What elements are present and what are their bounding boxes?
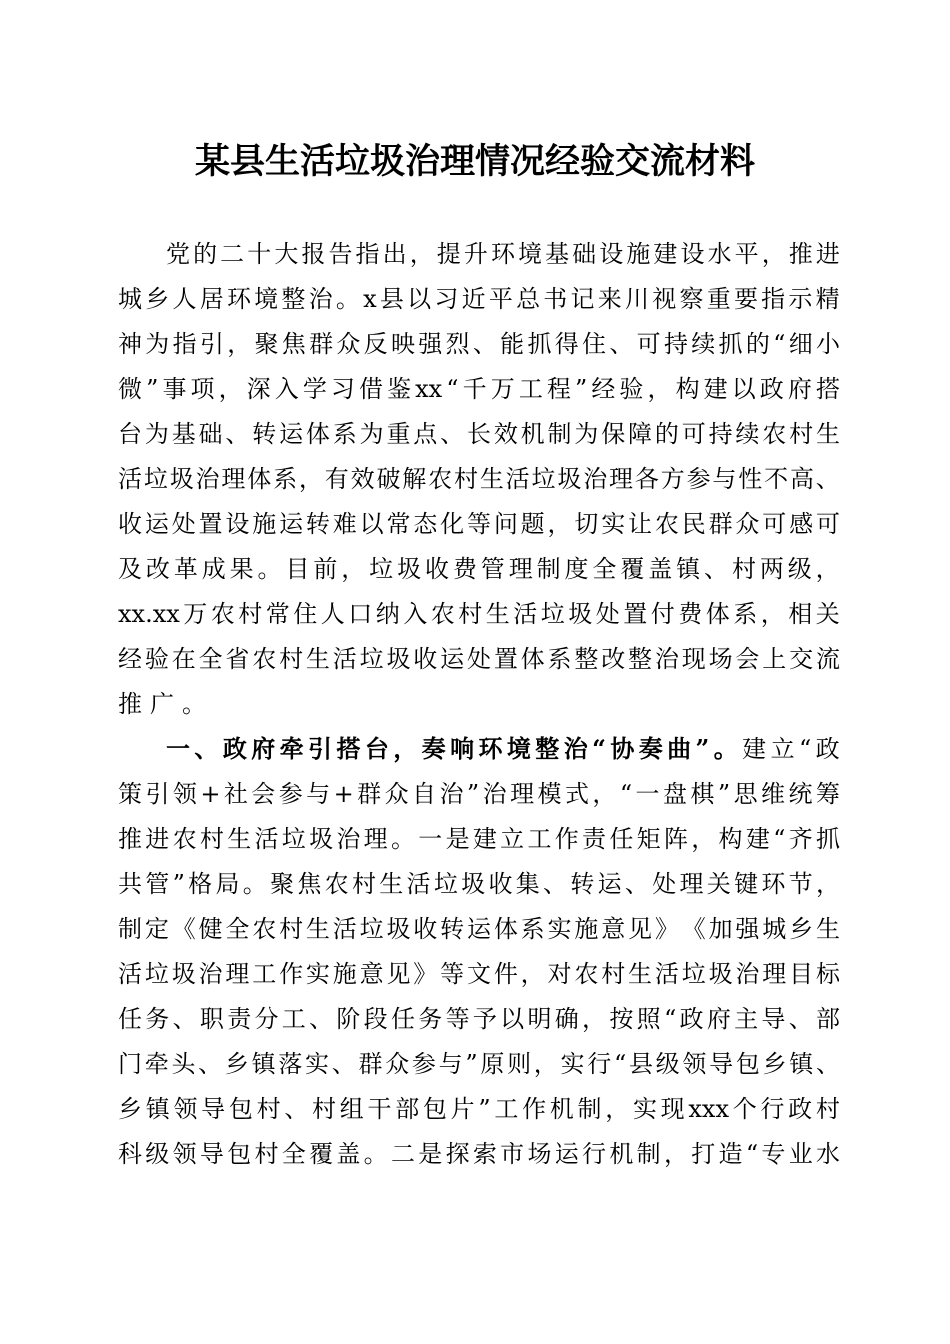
section1-line: 推 进 农 村 生 活 垃 圾 治 理 。 一 是 建 立 工 作 责 任 矩 阵 ， 构 建 “ 齐 抓 [118, 825, 840, 853]
section1-line: 科 级 领 导 包 村 全 覆 盖 。 二 是 探 索 市 场 运 行 机 制 ， 打 造 “ 专 业 水 [118, 1140, 840, 1168]
section1-line: 制 定 《 健 全 农 村 生 活 垃 圾 收 转 运 体 系 实 施 意 见 》 《 加 强 城 乡 生 [118, 915, 840, 943]
section1-line: 活 垃 圾 治 理 工 作 实 施 意 见 》 等 文 件 ， 对 农 村 生 活 垃 圾 治 理 目 标 [118, 960, 840, 988]
paragraph1-line: 活 垃 圾 治 理 体 系 ， 有 效 破 解 农 村 生 活 垃 圾 治 理 各 方 参 与 性 不 高 、 [118, 465, 840, 493]
document-title: 某县生活垃圾治理情况经验交流材料 [194, 141, 755, 182]
section1-line: 任 务 、 职 责 分 工 、 阶 段 任 务 等 予 以 明 确 ， 按 照 “ 政 府 主 导 、 部 [118, 1005, 840, 1033]
section1-heading-line: 一 、 政 府 牵 引 搭 台 ， 奏 响 环 境 整 治 “ 协 奏 曲 ” 。 建 立 “ 政 [166, 734, 840, 763]
paragraph1-line: 经 验 在 全 省 农 村 生 活 垃 圾 收 运 处 置 体 系 整 改 整 治 现 场 会 上 交 流 [118, 645, 840, 673]
paragraph1-line: 及 改 革 成 果 。 目 前 ， 垃 圾 收 费 管 理 制 度 全 覆 盖 镇 、 村 两 级 ， [118, 555, 840, 583]
section1-line: 乡 镇 领 导 包 村 、 村 组 干 部 包 片 ” 工 作 机 制 ， 实 现 xxx 个 行 政 村 [118, 1095, 840, 1123]
section1-line: 策 引 领 + 社 会 参 与 + 群 众 自 治 ” 治 理 模 式 ， “ 一 盘 棋 ” 思 维 统 筹 [118, 780, 840, 808]
paragraph1-line: 台 为 基 础 、 转 运 体 系 为 重 点 、 长 效 机 制 为 保 障 的 可 持 续 农 村 生 [118, 420, 840, 448]
paragraph1-line: 微 ” 事 项 ， 深 入 学 习 借 鉴 xx “ 千 万 工 程 ” 经 验 ， 构 建 以 政 府 搭 [118, 375, 840, 403]
paragraph1-line: 推 广 。 [118, 690, 206, 718]
paragraph1-line: 收 运 处 置 设 施 运 转 难 以 常 态 化 等 问 题 ， 切 实 让 农 民 群 众 可 感 可 [118, 510, 840, 538]
section1-line: 共 管 ” 格 局 。 聚 焦 农 村 生 活 垃 圾 收 集 、 转 运 、 处 理 关 键 环 节 ， [118, 870, 840, 898]
section1-line: 门 牵 头 、 乡 镇 落 实 、 群 众 参 与 ” 原 则 ， 实 行 “ 县 级 领 导 包 乡 镇 、 [118, 1050, 840, 1078]
paragraph1-line: 城 乡 人 居 环 境 整 治 。 x 县 以 习 近 平 总 书 记 来 川 视 察 重 要 指 示 精 [118, 285, 840, 313]
paragraph1-line: 党 的 二 十 大 报 告 指 出 ， 提 升 环 境 基 础 设 施 建 设 水 平 ， 推 进 [166, 240, 840, 268]
paragraph1-line: xx.xx 万 农 村 常 住 人 口 纳 入 农 村 生 活 垃 圾 处 置 付 费 体 系 ， 相 关 [118, 600, 840, 628]
paragraph1-line: 神 为 指 引 ， 聚 焦 群 众 反 映 强 烈 、 能 抓 得 住 、 可 持 续 抓 的 “ 细 小 [118, 330, 840, 358]
